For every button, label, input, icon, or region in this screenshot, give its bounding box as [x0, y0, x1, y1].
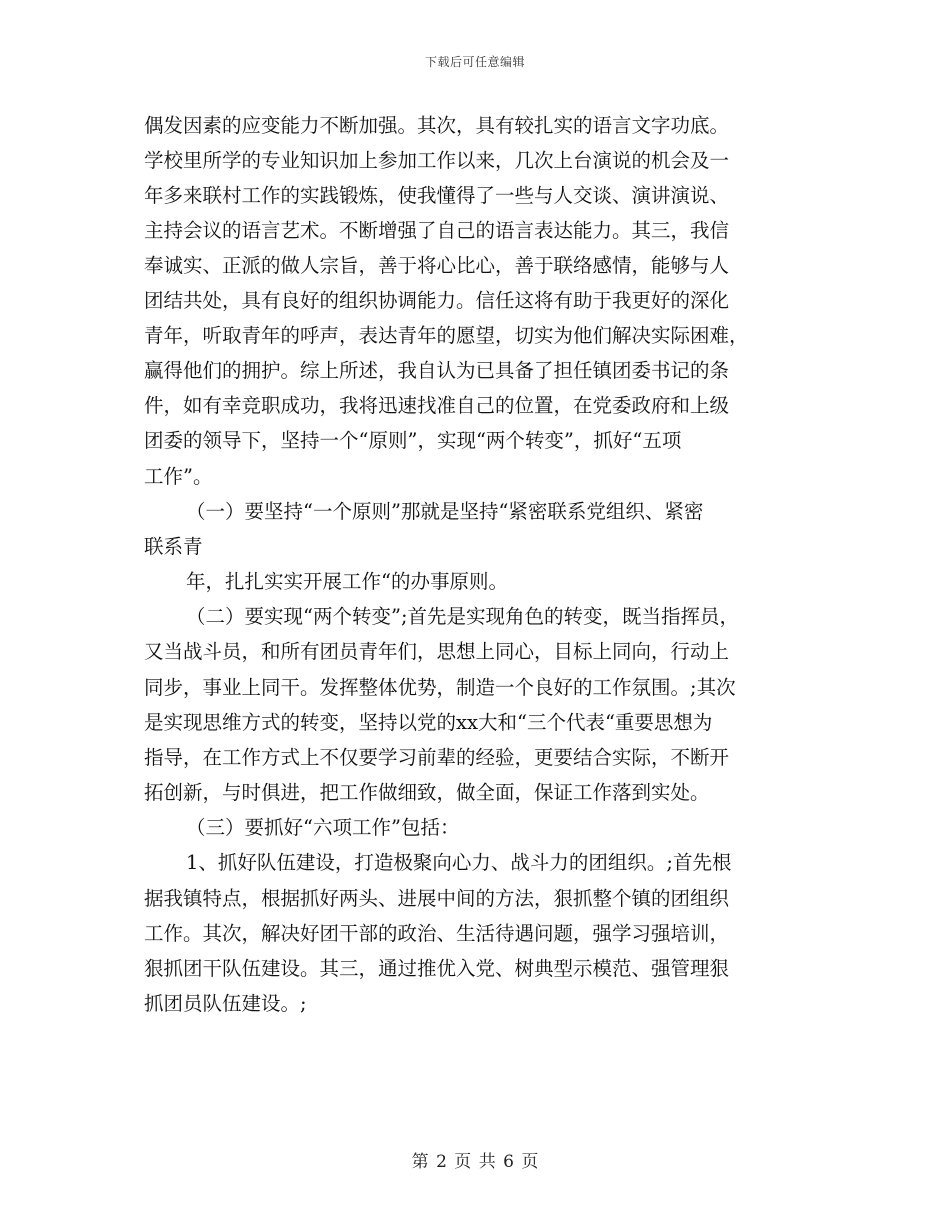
body-line: 抓团员队伍建设。; [144, 992, 307, 1015]
page-number: 第 2 页 共 6 页 [411, 1152, 539, 1172]
body-line: 工作”。 [144, 465, 213, 488]
body-line: 团结共处，具有良好的组织协调能力。信任这将有助于我更好的深化 [144, 289, 730, 312]
page-header-note: 下载后可任意编辑 [424, 55, 525, 69]
body-line: 偶发因素的应变能力不断加强。其次，具有较扎实的语言文字功底。 [144, 114, 730, 137]
body-line: 团委的领导下，坚持一个“原则”，实现“两个转变”，抓好“五项 [144, 429, 682, 452]
body-line: 奉诚实、正派的做人宗旨，善于将心比心，善于联络感情，能够与人 [144, 254, 730, 277]
body-line: 拓创新，与时俱进，把工作做细致，做全面，保证工作落到实处。 [144, 781, 710, 804]
body-line: 青年，听取青年的呼声，表达青年的愿望，切实为他们解决实际困难， [144, 324, 749, 347]
body-line: 工作。其次，解决好团干部的政治、生活待遇问题，强学习强培训， [144, 922, 730, 945]
body-line: （一）要坚持“一个原则”那就是坚持“紧密联系党组织、紧密 [186, 500, 704, 523]
body-line: 赢得他们的拥护。综上所述，我自认为已具备了担任镇团委书记的条 [144, 359, 730, 382]
body-line: （二）要实现“两个转变”;首先是实现角色的转变，既当指挥员， [186, 605, 740, 628]
body-line: 指导，在工作方式上不仅要学习前辈的经验，更要结合实际，不断开 [144, 746, 730, 769]
body-line: 主持会议的语言艺术。不断增强了自己的语言表达能力。其三，我信 [144, 219, 730, 242]
body-line: 学校里所学的专业知识加上参加工作以来，几次上台演说的机会及一 [144, 149, 730, 172]
body-line: 年多来联村工作的实践锻炼，使我懂得了一些与人交谈、演讲演说、 [144, 184, 730, 207]
body-line: 狠抓团干队伍建设。其三，通过推优入党、树典型示模范、强管理狠 [144, 957, 730, 980]
body-line: 件，如有幸竞职成功，我将迅速找准自己的位置，在党委政府和上级 [144, 394, 730, 417]
body-line: 是实现思维方式的转变，坚持以党的xx大和“三个代表“重要思想为 [144, 711, 713, 734]
body-line: 年，扎扎实实开展工作“的办事原则。 [186, 570, 508, 593]
body-line: 1、抓好队伍建设，打造极聚向心力、战斗力的团组织。;首先根 [186, 851, 732, 874]
body-line: 据我镇特点，根据抓好两头、进展中间的方法，狠抓整个镇的团组织 [144, 887, 730, 910]
body-line: 又当战斗员，和所有团员青年们，思想上同心，目标上同向，行动上 [144, 640, 730, 663]
body-line: 同步，事业上同干。发挥整体优势，制造一个良好的工作氛围。;其次 [144, 676, 736, 699]
body-line: 联系青 [144, 535, 203, 558]
body-line: （三）要抓好“六项工作”包括： [186, 816, 460, 839]
